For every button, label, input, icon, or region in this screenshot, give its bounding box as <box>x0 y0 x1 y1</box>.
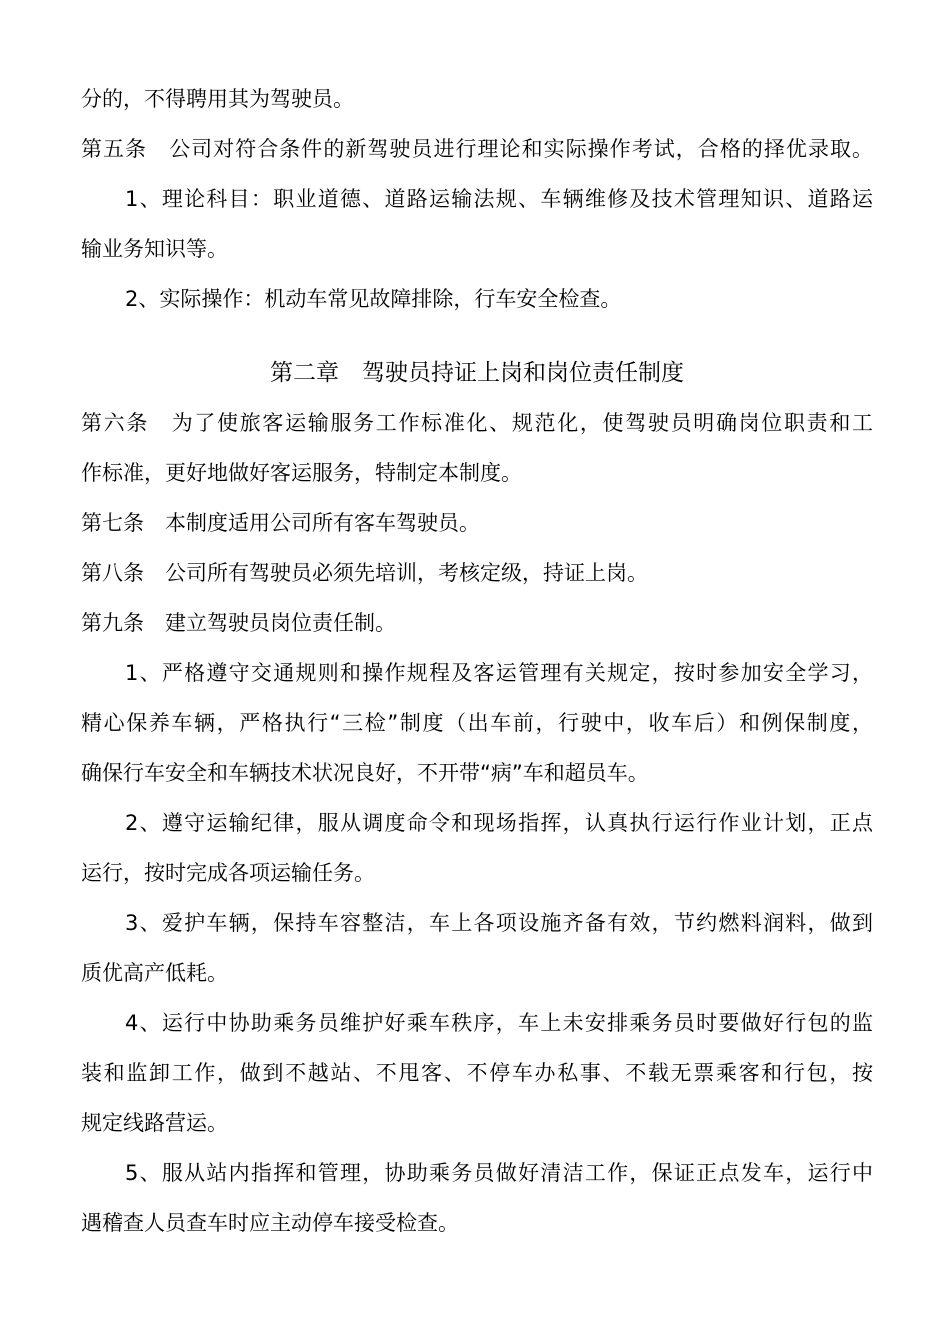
article-9-item-1: 1、严格遵守交通规则和操作规程及客运管理有关规定，按时参加安全学习， <box>125 661 873 685</box>
text-line: 规定线路营运。 <box>81 1111 228 1135</box>
article-9: 第九条 建立驾驶员岗位责任制。 <box>81 611 396 635</box>
article-7: 第七条 本制度适用公司所有客车驾驶员。 <box>81 511 480 535</box>
text-line: 输业务知识等。 <box>81 237 228 261</box>
chapter-title: 第二章 驾驶员持证上岗和岗位责任制度 <box>270 360 684 386</box>
article-9-item-3: 3、爱护车辆，保持车容整洁，车上各项设施齐备有效，节约燃料润料，做到 <box>125 911 873 935</box>
article-5-item-1: 1、理论科目：职业道德、道路运输法规、车辆维修及技术管理知识、道路运 <box>125 187 873 211</box>
document-page <box>81 74 873 1248</box>
article-6: 第六条 为了使旅客运输服务工作标准化、规范化，使驾驶员明确岗位职责和工 <box>81 411 873 435</box>
text-line: 装和监卸工作，做到不越站、不甩客、不停车办私事、不载无票乘客和行包，按 <box>81 1061 873 1085</box>
text-line: 质优高产低耗。 <box>81 961 228 985</box>
text-line: 分的，不得聘用其为驾驶员。 <box>81 87 354 111</box>
article-9-item-4: 4、运行中协助乘务员维护好乘车秩序，车上未安排乘务员时要做好行包的监 <box>125 1011 873 1035</box>
article-8: 第八条 公司所有驾驶员必须先培训，考核定级，持证上岗。 <box>81 561 648 585</box>
text-line: 作标准，更好地做好客运服务，特制定本制度。 <box>81 461 522 485</box>
text-line: 精心保养车辆，严格执行“三检”制度（出车前，行驶中，收车后）和例保制度， <box>81 711 873 735</box>
article-5: 第五条 公司对符合条件的新驾驶员进行理论和实际操作考试，合格的择优录取。 <box>81 137 873 161</box>
text-line: 确保行车安全和车辆技术状况良好，不开带“病”车和超员车。 <box>81 761 649 785</box>
text-line: 运行，按时完成各项运输任务。 <box>81 861 375 885</box>
article-5-item-2: 2、实际操作：机动车常见故障排除，行车安全检查。 <box>125 287 622 311</box>
article-9-item-2: 2、遵守运输纪律，服从调度命令和现场指挥，认真执行运行作业计划，正点 <box>125 811 873 835</box>
text-line: 遇稽查人员查车时应主动停车接受检查。 <box>81 1211 459 1235</box>
article-9-item-5: 5、服从站内指挥和管理，协助乘务员做好清洁工作，保证正点发车，运行中 <box>125 1161 873 1185</box>
